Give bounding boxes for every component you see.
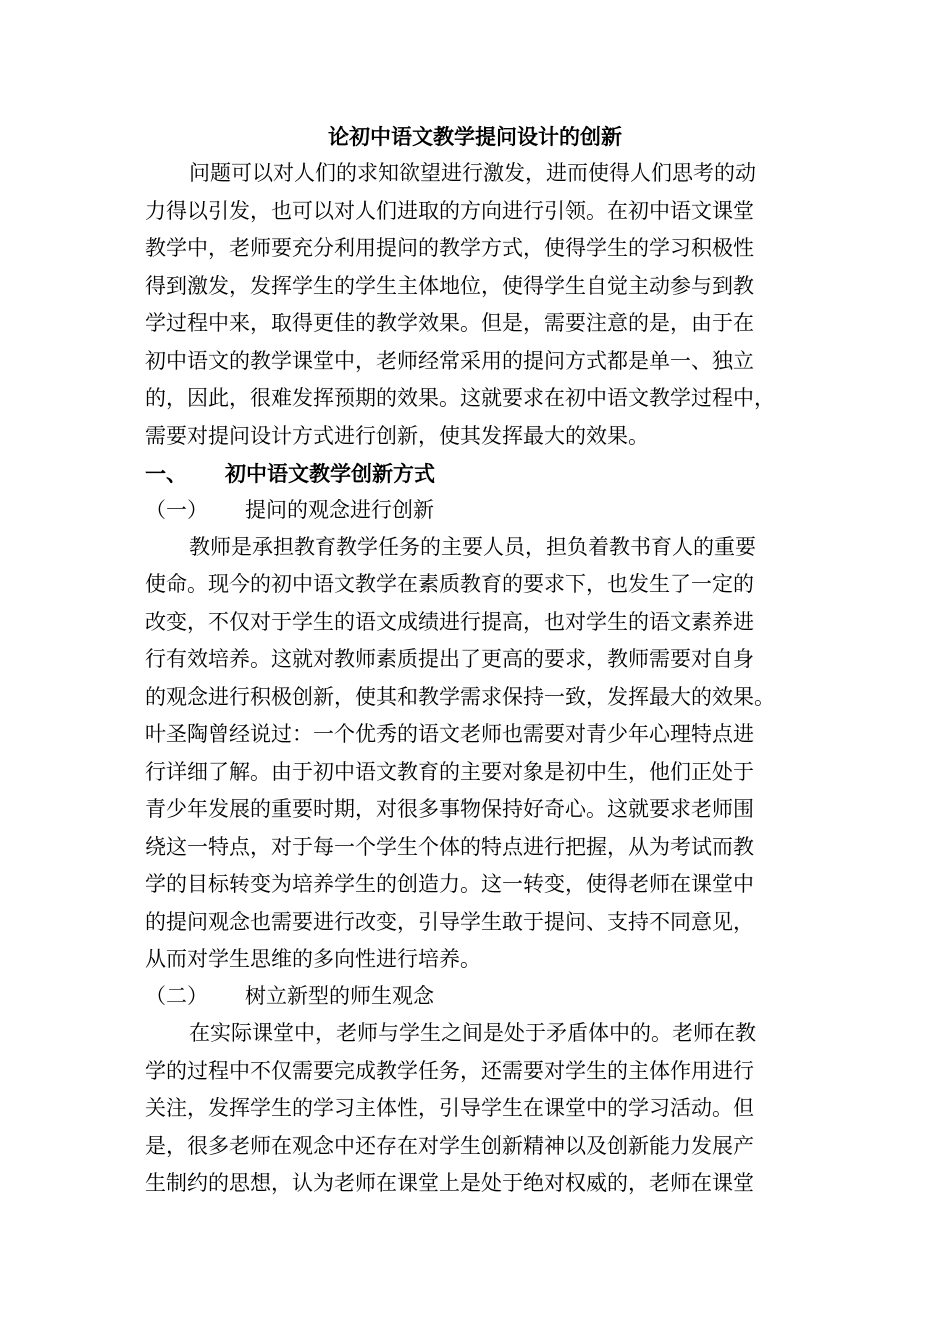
paragraph-line: 初中语文的教学课堂中，老师经常采用的提问方式都是单一、独立 [145,349,754,373]
paragraph-line: 使命。现今的初中语文教学在素质教育的要求下，也发生了一定的 [145,572,754,596]
paragraph-line: 问题可以对人们的求知欲望进行激发，进而使得人们思考的动 [189,161,756,185]
paragraph-line: 改变，不仅对于学生的语文成绩进行提高，也对学生的语文素养进 [145,610,754,634]
paragraph-line: 的，因此，很难发挥预期的效果。这就要求在初中语文教学过程中， [145,386,775,410]
paragraph-line: 力得以引发，也可以对人们进取的方向进行引领。在初中语文课堂 [145,199,754,223]
paragraph-line: 学的过程中不仅需要完成教学任务，还需要对学生的主体作用进行 [145,1059,754,1083]
paragraph-line: 叶圣陶曾经说过：一个优秀的语文老师也需要对青少年心理特点进 [145,722,754,746]
paragraph-line: 行有效培养。这就对教师素质提出了更高的要求，教师需要对自身 [145,647,754,671]
paragraph-line: 从而对学生思维的多向性进行培养。 [145,947,481,971]
section-heading [145,455,825,492]
paragraph-line: 绕这一特点，对于每一个学生个体的特点进行把握，从为考试而教 [145,835,754,859]
subsection-number: （一） [145,498,208,522]
paragraph-line: 是，很多老师在观念中还存在对学生创新精神以及创新能力发展产 [145,1134,754,1158]
paragraph-line: 的提问观念也需要进行改变，引导学生敢于提问、支持不同意见， [145,910,754,934]
paragraph-line: 在实际课堂中，老师与学生之间是处于矛盾体中的。老师在教 [189,1021,756,1045]
subsection-title: 树立新型的师生观念 [245,984,434,1008]
subsection-title: 提问的观念进行创新 [245,498,434,522]
paragraph-line: 生制约的思想，认为老师在课堂上是处于绝对权威的，老师在课堂 [145,1171,754,1195]
document-title: 论初中语文教学提问设计的创新 [328,124,622,149]
paragraph-line: 教师是承担教育教学任务的主要人员，担负着教书育人的重要 [189,535,756,559]
paragraph-line: 学过程中来，取得更佳的教学效果。但是，需要注意的是，由于在 [145,311,754,335]
paragraph-line: 教学中，老师要充分利用提问的教学方式，使得学生的学习积极性 [145,236,754,260]
subsection-heading [145,978,825,1015]
section-number: 一、 [145,461,187,486]
subsection-number: （二） [145,984,208,1008]
paragraph-line: 得到激发，发挥学生的学生主体地位，使得学生自觉主动参与到教 [145,274,754,298]
paragraph-line: 的观念进行积极创新，使其和教学需求保持一致，发挥最大的效果。 [145,685,775,709]
paragraph-line: 学的目标转变为培养学生的创造力。这一转变，使得老师在课堂中 [145,872,754,896]
paragraph-line: 需要对提问设计方式进行创新，使其发挥最大的效果。 [145,424,649,448]
paragraph-line: 青少年发展的重要时期，对很多事物保持好奇心。这就要求老师围 [145,797,754,821]
paragraph-line: 关注，发挥学生的学习主体性，引导学生在课堂中的学习活动。但 [145,1096,754,1120]
subsection-heading [145,492,825,529]
paragraph-line: 行详细了解。由于初中语文教育的主要对象是初中生，他们正处于 [145,760,754,784]
section-title: 初中语文教学创新方式 [225,461,435,486]
